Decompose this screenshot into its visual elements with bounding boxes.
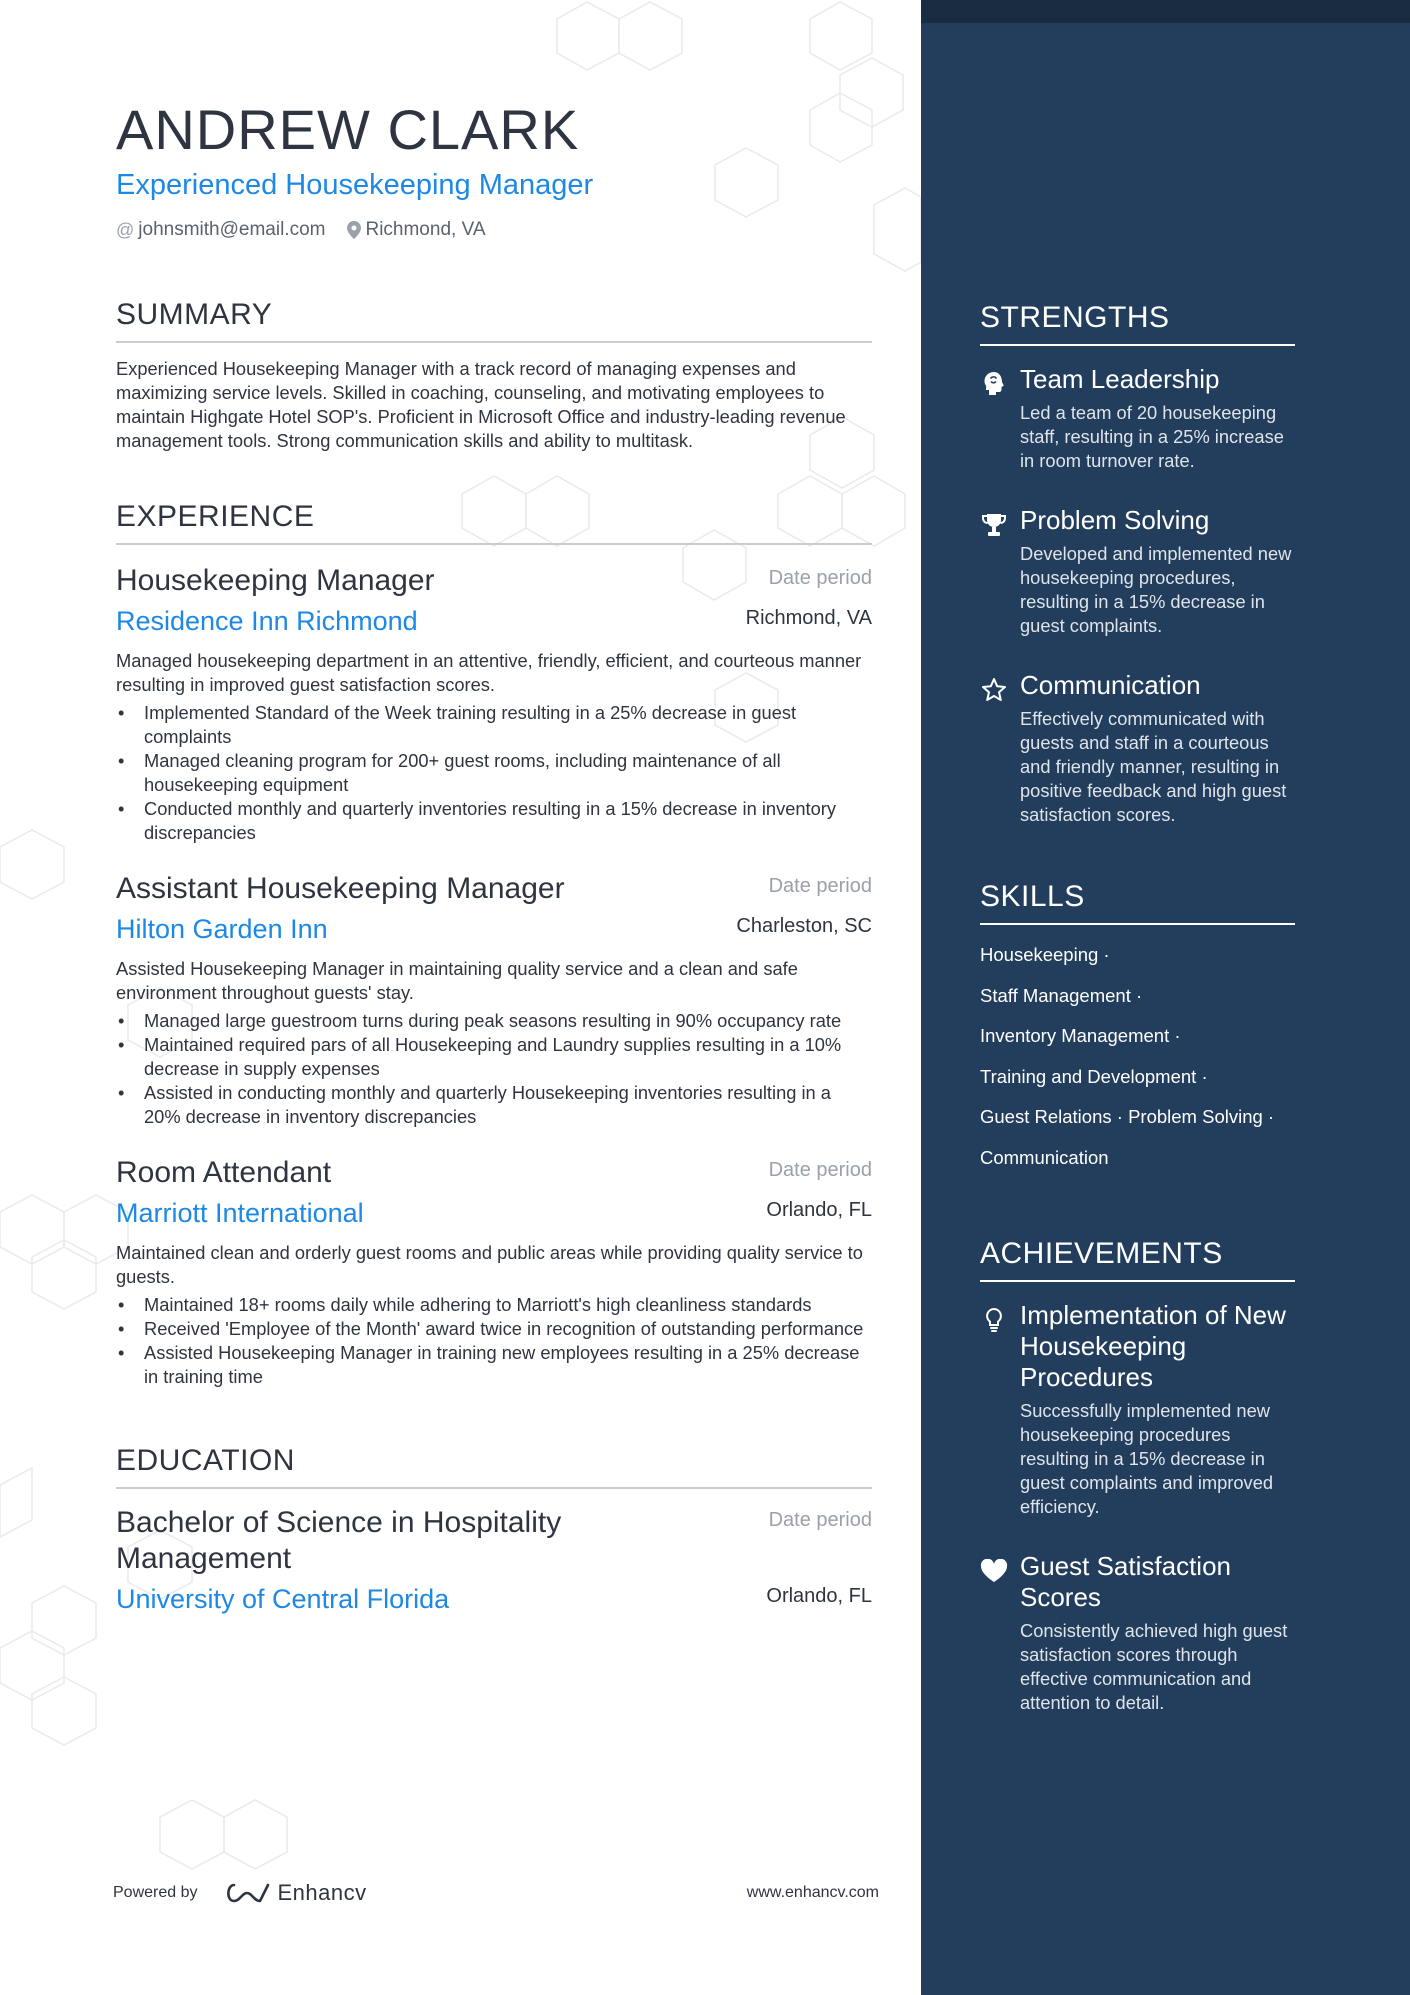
sidebar-content xyxy=(980,300,1295,1715)
job-bullet: • Managed large guestroom turns during peak seasons resulting in 90% occupancy rate xyxy=(116,1009,872,1033)
job-role: Housekeeping Manager xyxy=(116,564,435,597)
achievement-title: Guest Satisfaction Scores xyxy=(1020,1551,1231,1612)
experience-heading: EXPERIENCE xyxy=(116,499,872,545)
location-text: Richmond, VA xyxy=(365,219,486,240)
job-location: Richmond, VA xyxy=(745,607,872,629)
powered-by xyxy=(113,1880,367,1906)
strength-text: Developed and implemented new housekeeping procedures, resulting in a 15% decrease in guest complaints. xyxy=(1020,543,1292,636)
job-bullet: • Maintained 18+ rooms daily while adhering to Marriott's high cleanliness standards xyxy=(116,1293,872,1317)
skills-section xyxy=(980,879,1295,1178)
strength-item xyxy=(980,364,1295,473)
job-date: Date period xyxy=(768,1159,872,1181)
job-location: Orlando, FL xyxy=(766,1199,872,1221)
candidate-title: Experienced Housekeeping Manager xyxy=(116,169,594,201)
skill-tag: Communication xyxy=(980,1146,1109,1168)
job-entry xyxy=(116,1155,872,1389)
candidate-name: ANDREW CLARK xyxy=(116,98,580,161)
job-bullet: • Maintained required pars of all Housekeeping and Laundry supplies resulting in a 10% decrease in supply expenses xyxy=(116,1033,872,1081)
website-link[interactable]: www.enhancv.com xyxy=(746,1884,879,1901)
job-bullet: • Managed cleaning program for 200+ guest rooms, including maintenance of all housekeeping equipment xyxy=(116,749,872,797)
education-section xyxy=(116,1443,872,1617)
education-date: Date period xyxy=(768,1509,872,1531)
strength-title: Communication xyxy=(1020,670,1201,700)
strength-item xyxy=(980,505,1295,638)
enhancv-logo-icon xyxy=(224,1881,270,1905)
strengths-section xyxy=(980,300,1295,827)
job-description: Managed housekeeping department in an attentive, friendly, efficient, and courteous manner resulting in improved guest satisfaction scores. xyxy=(116,650,862,695)
location-item xyxy=(347,219,485,241)
skill-tag: Staff Management xyxy=(980,984,1131,1006)
star-icon xyxy=(980,676,1008,704)
skills-list xyxy=(980,935,1295,1178)
job-bullets xyxy=(116,701,872,845)
email-text: johnsmith@email.com xyxy=(138,219,326,240)
skill-tag: Training and Development xyxy=(980,1065,1197,1087)
lightbulb-icon xyxy=(980,1306,1008,1334)
job-bullet: • Assisted Housekeeping Manager in training new employees resulting in a 25% decrease in training time xyxy=(116,1341,872,1389)
job-description: Maintained clean and orderly guest rooms and public areas while providing quality service to guests. xyxy=(116,1242,863,1287)
strength-text: Led a team of 20 housekeeping staff, resulting in a 25% increase in room turnover rate. xyxy=(1020,402,1284,471)
achievement-text: Successfully implemented new housekeeping procedures resulting in a 15% decrease in guest complaints and improved efficiency. xyxy=(1020,1400,1274,1517)
heart-icon xyxy=(980,1557,1008,1585)
job-company: Residence Inn Richmond xyxy=(116,606,418,636)
strengths-heading: STRENGTHS xyxy=(980,300,1295,346)
main-column xyxy=(116,96,872,1617)
job-description: Assisted Housekeeping Manager in maintaining quality service and a clean and safe environment throughout guests' stay. xyxy=(116,958,798,1003)
skill-tag: Housekeeping xyxy=(980,944,1099,965)
sidebar-top-bar xyxy=(921,0,1410,23)
skill-separator: · xyxy=(1116,1106,1123,1127)
job-date: Date period xyxy=(768,567,872,589)
job-bullet: • Conducted monthly and quarterly inventories resulting in a 15% decrease in inventory discrepancies xyxy=(116,797,872,845)
achievement-text: Consistently achieved high guest satisfaction scores through effective communication and attention to detail. xyxy=(1020,1620,1288,1713)
job-bullets xyxy=(116,1009,872,1129)
education-school: University of Central Florida xyxy=(116,1584,450,1614)
job-entry xyxy=(116,563,872,845)
job-role: Room Attendant xyxy=(116,1156,332,1189)
education-entry xyxy=(116,1505,872,1617)
skill-separator: · xyxy=(1174,1025,1181,1046)
email-item[interactable] xyxy=(116,219,325,241)
contact-info xyxy=(116,219,872,241)
summary-text: Experienced Housekeeping Manager with a track record of managing expenses and maximizing service levels. Skilled in coaching, counseling, and motivating employees to maintain Highgate Hotel SOP's. Proficient in Microsoft Office and industry-leading revenue management tools. Strong communication skills and ability to multitask. xyxy=(116,358,846,451)
job-bullet: • Assisted in conducting monthly and quarterly Housekeeping inventories resulting in a 20% decrease in inventory discrepancies xyxy=(116,1081,872,1129)
achievement-title: Implementation of New Housekeeping Procedures xyxy=(1020,1300,1286,1392)
location-pin-icon xyxy=(347,221,361,239)
job-location: Charleston, SC xyxy=(736,915,872,937)
skill-tag: Problem Solving xyxy=(1128,1106,1263,1127)
summary-section xyxy=(116,297,872,453)
footer xyxy=(113,1880,879,1906)
job-bullets xyxy=(116,1293,872,1389)
job-company: Hilton Garden Inn xyxy=(116,914,328,944)
head-icon xyxy=(980,370,1008,398)
at-sign-icon: @ xyxy=(116,219,135,240)
powered-by-label: Powered by xyxy=(113,1884,198,1901)
strength-text: Effectively communicated with guests and staff in a courteous and friendly manner, resulting in positive feedback and high guest satisfaction scores. xyxy=(1020,708,1287,825)
skill-separator: · xyxy=(1135,984,1143,1006)
strength-title: Problem Solving xyxy=(1020,505,1210,535)
enhancv-brand-text: Enhancv xyxy=(277,1880,367,1905)
skills-heading: SKILLS xyxy=(980,879,1295,925)
skill-tag: Inventory Management xyxy=(980,1025,1170,1046)
education-location: Orlando, FL xyxy=(766,1585,872,1607)
skill-tag: Guest Relations xyxy=(980,1106,1112,1127)
achievements-heading: ACHIEVEMENTS xyxy=(980,1236,1295,1282)
skill-separator: · xyxy=(1267,1106,1275,1127)
trophy-icon xyxy=(980,511,1008,539)
job-company: Marriott International xyxy=(116,1198,364,1228)
strength-item xyxy=(980,670,1295,827)
experience-section xyxy=(116,499,872,1389)
job-bullet: • Implemented Standard of the Week training resulting in a 25% decrease in guest complaints xyxy=(116,701,872,749)
skill-separator: · xyxy=(1201,1065,1208,1087)
job-bullet: • Received 'Employee of the Month' award twice in recognition of outstanding performance xyxy=(116,1317,872,1341)
achievements-section xyxy=(980,1236,1295,1715)
achievement-item xyxy=(980,1551,1295,1715)
education-degree: Bachelor of Science in Hospitality Management xyxy=(116,1506,562,1575)
education-heading: EDUCATION xyxy=(116,1443,872,1489)
strength-title: Team Leadership xyxy=(1020,364,1220,394)
skill-separator: · xyxy=(1103,944,1110,965)
enhancv-logo[interactable] xyxy=(224,1880,367,1906)
summary-heading: SUMMARY xyxy=(116,297,872,343)
achievement-item xyxy=(980,1300,1295,1519)
job-date: Date period xyxy=(768,875,872,897)
job-entry xyxy=(116,871,872,1129)
job-role: Assistant Housekeeping Manager xyxy=(116,872,565,905)
